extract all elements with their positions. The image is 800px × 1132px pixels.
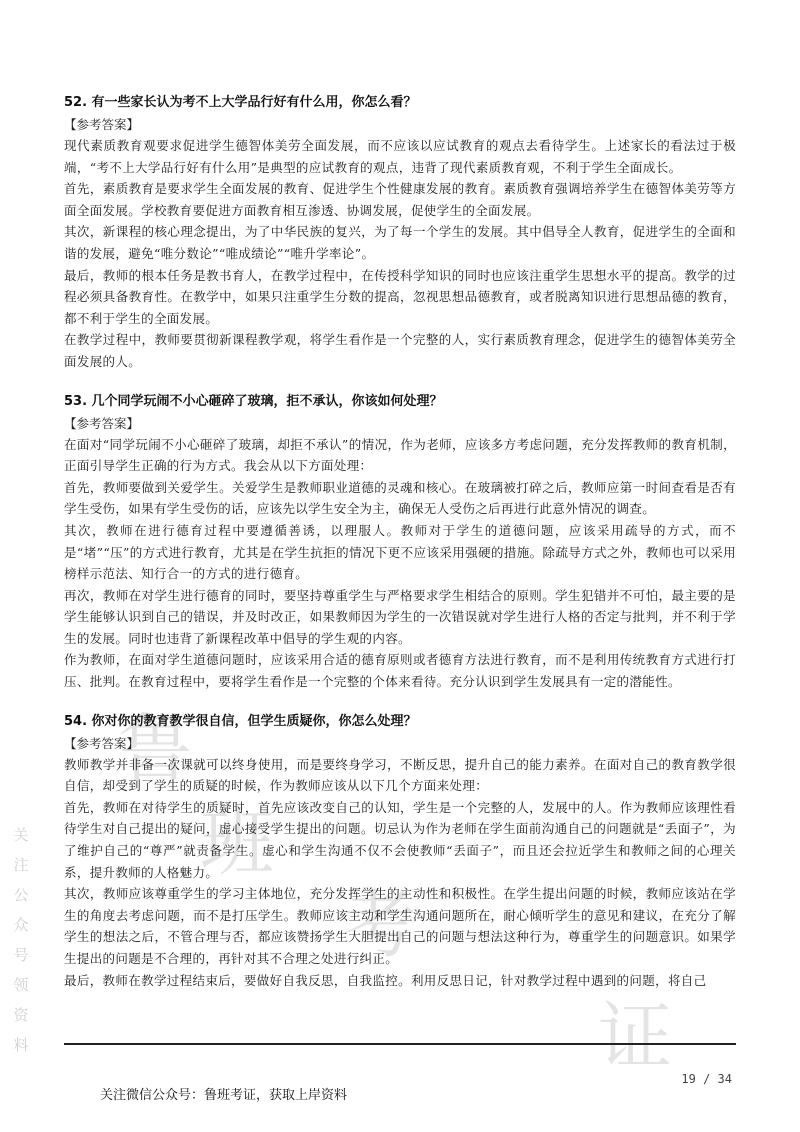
side-watermark: 关注公众号领资料 [13,826,29,1054]
answer-paragraph: 在面对“同学玩闹不小心砸碎了玻璃，却拒不承认”的情况，作为老师，应该多方考虑问题，充分发挥教师的教育机制，正面引导学生正确的行为方式。我会从以下方面处理： [64,436,736,474]
watermark-char-2: 班 [200,800,274,886]
answer-label: 【参考答案】 [64,117,140,132]
answer-paragraph: 首先，教师要做到关爱学生。关爱学生是教师职业道德的灵魂和核心。在玻璃被打碎之后，教师应第一时间查看是否有学生受伤，如果有学生受伤的话，应该先以学生安全为主，确保无人受伤之后再进行此意外情况的调查。 [64,479,736,517]
answer-paragraph: 首先，素质教育是要求学生全面发展的教育、促进学生个性健康发展的教育。素质教育强调培养学生在德智体美劳等方面全面发展。学校教育要促进方面教育相互渗透、协调发展，促使学生的全面发展。 [64,181,736,218]
footer-promo-text: 关注微信公众号：鲁班考证，获取上岸资料 [100,1088,348,1103]
footer-divider [64,1043,736,1045]
question-53 [64,391,736,693]
answer-paragraph: 首先，教师在对待学生的质疑时，首先应该改变自己的认知，学生是一个完整的人，发展中的人。作为教师应该理性看待学生对自己提出的疑问，虚心接受学生提出的问题。切忌认为作为老师在学生面前沟通自己的问题就是“丢面子”，为了维护自己的“尊严”就责备学生。虚心和学生沟通不仅不会使教师“丢面子”，而且还会拉近学生和教师之间的心理关系，提升教师的人格魅力。 [64,799,736,880]
answer-paragraph: 其次，教师应该尊重学生的学习主体地位，充分发挥学生的主动性和积极性。在学生提出问题的时候，教师应该站在学生的角度去考虑问题，而不是打压学生。教师应该主动和学生沟通问题所在，耐心倾听学生的意见和建议，在充分了解学生的想法之后，不管合理与否，都应该赞扬学生大胆提出自己的问题与想法这种行为，尊重学生的问题意识。如果学生提出的问题是不合理的，再针对其不合理之处进行纠正。 [64,886,736,966]
watermark-char-4: 证 [598,994,672,1080]
question-title: 52. 有一些家长认为考不上大学品行好有什么用，你怎么看？ [64,95,417,110]
answer-paragraph: 最后，教师的根本任务是教书育人，在教学过程中，在传授科学知识的同时也应该注重学生思想水平的提高。教学的过程必须具备教育性。在教学中，如果只注重学生分数的提高，忽视思想品德教育，或者脱离知识进行思想品德的教育，都不利于学生的全面发展。 [64,267,736,326]
answer-paragraph: 现代素质教育观要求促进学生德智体美劳全面发展，而不应该以应试教育的观点去看待学生。上述家长的看法过于极端，“考不上大学品行好有什么用”是典型的应试教育的观点，违背了现代素质教育观，不利于学生全面成长。 [64,138,736,175]
question-title: 54. 你对你的教育教学很自信，但学生质疑你，你怎么处理？ [64,713,417,729]
answer-paragraph: 其次，新课程的核心理念提出，为了中华民族的复兴，为了每一个学生的发展。其中倡导全人教育，促进学生的全面和谐的发展，避免“唯分数论”“唯成绩论”“唯升学率论”。 [64,224,736,261]
answer-paragraph: 其次，教师在进行德育过程中要遵循善诱，以理服人。教师对于学生的道德问题，应该采用疏导的方式，而不是“堵”“压”的方式进行教育，尤其是在学生抗拒的情况下更不应该采用强硬的措施。除疏导方式之外，教师也可以采用榜样示范法、知行合一的方式的进行德育。 [64,522,736,582]
page-number: 19 / 34 [681,1072,732,1086]
question-52 [64,92,736,373]
answer-paragraph: 作为教师，在面对学生道德问题时，应该采用合适的德育原则或者德育方法进行教育，而不是利用传统教育方式进行打压、批判。在教育过程中，要将学生看作是一个完整的个体来看待。充分认识到学生发展具有一定的潜能性。 [64,652,736,690]
watermark-char-1: 鲁 [118,706,192,792]
answer-label: 【参考答案】 [64,735,140,751]
document-page [64,92,736,1009]
answer-paragraph: 最后，教师在教学过程结束后，要做好自我反思，自我监控。利用反思日记，针对教学过程中遇到的问题，将自己 [64,972,707,988]
watermark-char-3: 考 [342,882,416,968]
answer-paragraph: 再次，教师在对学生进行德育的同时，要坚持尊重学生与严格要求学生相结合的原则。学生犯错并不可怕，最主要的是学生能够认识到自己的错误，并及时改正，如果教师因为学生的一次错误就对学生进行人格的否定与批判，并不利于学生的发展。同时也违背了新课程改革中倡导的学生观的内容。 [64,587,736,646]
answer-paragraph: 教师教学并非备一次课就可以终身使用，而是要终身学习，不断反思，提升自己的能力素养。在面对自己的教育教学很自信，却受到了学生的质疑的时候，作为教师应该从以下几个方面来处理： [64,756,736,794]
answer-paragraph: 在教学过程中，教师要贯彻新课程教学观，将学生看作是一个完整的人，实行素质教育理念，促进学生的德智体美劳全面发展的人。 [64,332,736,369]
question-title: 53. 几个同学玩闹不小心砸碎了玻璃，拒不承认，你该如何处理？ [64,393,443,409]
answer-label: 【参考答案】 [64,415,140,431]
question-54 [64,706,736,992]
